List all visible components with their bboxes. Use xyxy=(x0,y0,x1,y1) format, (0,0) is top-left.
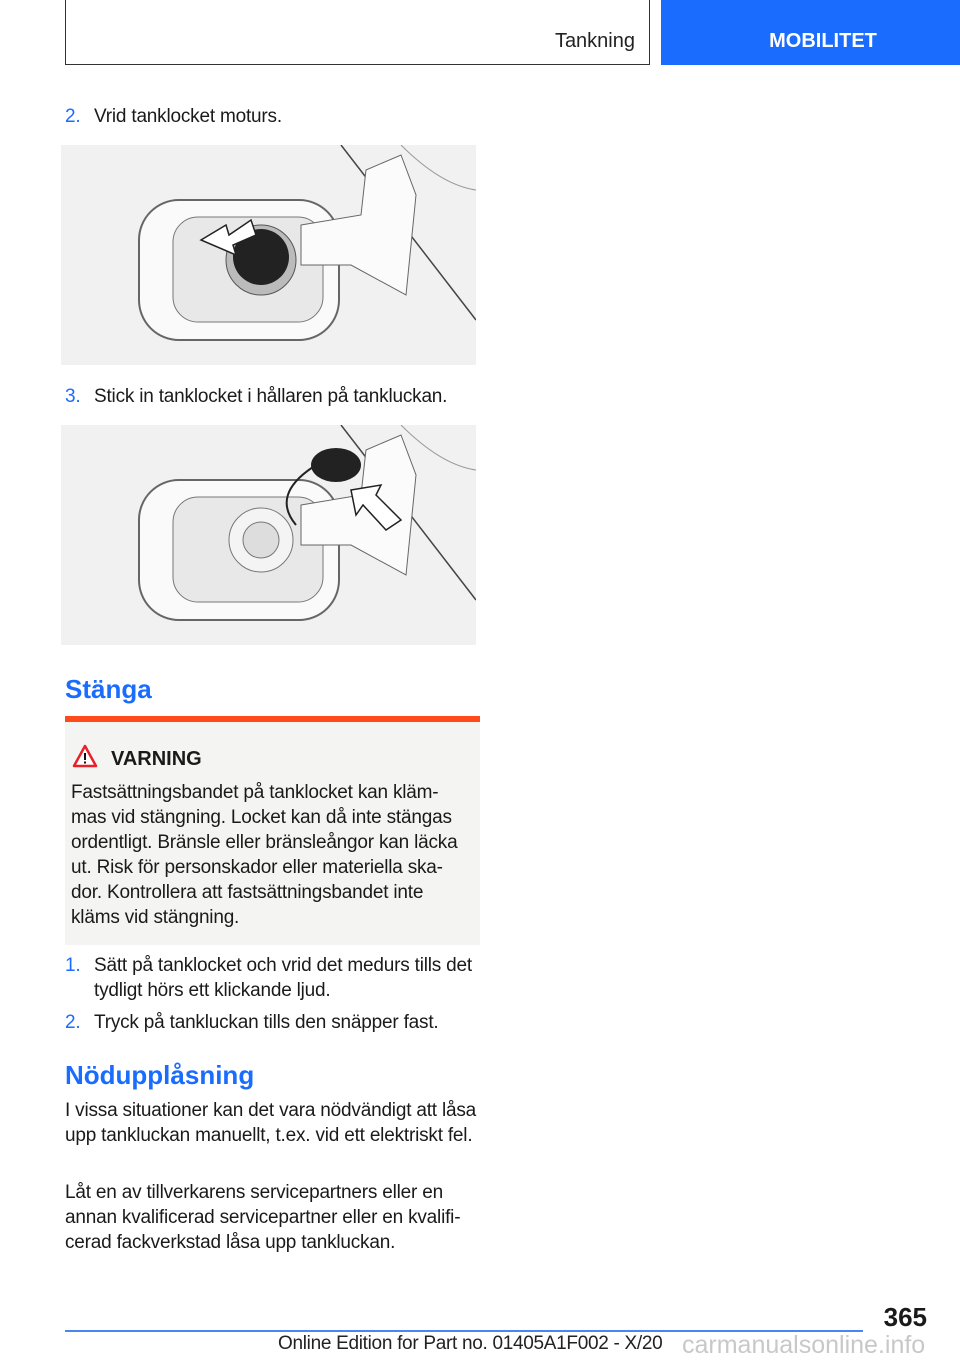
section-title: Tankning xyxy=(554,30,635,52)
footer-edition: Online Edition for Part no. 01405A1F002 - X/20 xyxy=(278,1333,663,1354)
heading-stanga: Stänga xyxy=(65,674,152,704)
warning-line: Fastsättningsbandet på tanklocket kan kläm- xyxy=(71,782,439,803)
page-number: 365 xyxy=(883,1302,927,1332)
warning-line: mas vid stängning. Locket kan då inte stängas xyxy=(71,807,452,828)
warning-line: kläms vid stängning. xyxy=(71,907,240,928)
step-text: Sätt på tanklocket och vrid det medurs tills det tydligt hörs ett klickande ljud. xyxy=(94,955,472,1001)
paragraph: Låt en av tillverkarens servicepartners eller en annan kvalificerad servicepartner eller en kvalifi-cerad fackverkstad låsa upp tankluckan. xyxy=(65,1182,461,1253)
step-item xyxy=(65,1010,485,1035)
step-number: 1. xyxy=(65,955,81,976)
step-number: 2. xyxy=(65,106,81,127)
heading-nodupplasning: Nödupplåsning xyxy=(65,1060,255,1090)
warning-line: dor. Kontrollera att fastsättningsbandet inte xyxy=(71,882,424,903)
step-item xyxy=(65,104,485,129)
warning-title: VARNING xyxy=(111,748,202,770)
warning-line: ut. Risk för personskador eller materiella ska- xyxy=(71,857,443,878)
step-item xyxy=(65,953,485,1003)
step-text: Vrid tanklocket moturs. xyxy=(94,106,282,127)
illustration-store-cap xyxy=(61,425,476,645)
step-item xyxy=(65,384,485,409)
step-text: Stick in tanklocket i hållaren på tankluckan. xyxy=(94,386,448,407)
warning-body xyxy=(71,780,476,930)
step-text: Tryck på tankluckan tills den snäpper fast. xyxy=(94,1012,439,1033)
step-number: 3. xyxy=(65,386,81,407)
warning-line: ordentligt. Bränsle eller bränsleångor kan läcka xyxy=(71,832,458,853)
warning-triangle-icon xyxy=(72,744,98,768)
step-number: 2. xyxy=(65,1012,81,1033)
paragraph: I vissa situationer kan det vara nödvändigt att låsa upp tankluckan manuellt, t.ex. vid ett elektriskt fel. xyxy=(65,1100,477,1146)
illustration-turn-cap xyxy=(61,145,476,365)
warning-box xyxy=(65,716,480,945)
chapter-tab[interactable]: MOBILITET xyxy=(661,0,960,65)
watermark: carmanualsonline.info xyxy=(682,1331,926,1359)
